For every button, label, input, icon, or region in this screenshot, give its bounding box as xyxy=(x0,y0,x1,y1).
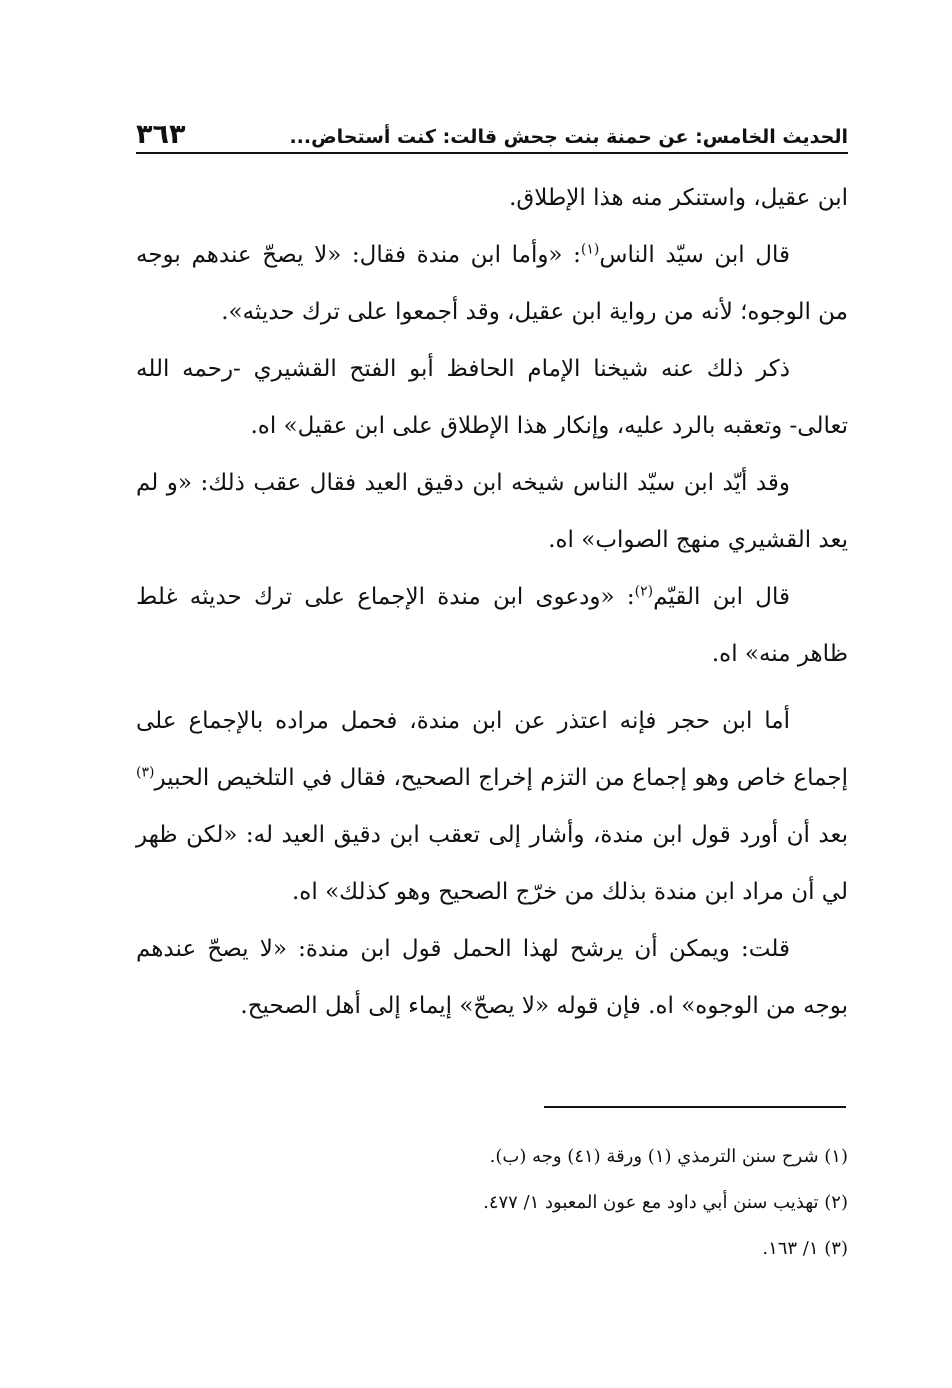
footnote-separator xyxy=(544,1106,846,1108)
paragraph-text-start: قال ابن سيّد الناس xyxy=(599,242,790,268)
paragraph-text: ابن عقيل، واستنكر منه هذا الإطلاق. xyxy=(509,185,848,211)
footnotes xyxy=(136,1134,848,1272)
paragraph-text-start: قال ابن القيّم xyxy=(653,584,790,610)
paragraph-text: ذكر ذلك عنه شيخنا الإمام الحافظ أبو الفتح القشيري -رحمه الله تعالى- وتعقبه بالرد عليه، وإنكار هذا الإطلاق على ابن عقيل» اه. xyxy=(136,356,848,439)
paragraph-ibn-qayyim xyxy=(136,569,848,683)
paragraph-text-end: بعد أن أورد قول ابن مندة، وأشار إلى تعقب ابن دقيق العيد له: «لكن ظهر لي أن مراد ابن مندة بذلك من خرّج الصحيح وهو كذلك» اه. xyxy=(136,822,848,905)
paragraph-text: قلت: ويمكن أن يرشح لهذا الحمل قول ابن مندة: «لا يصحّ عندهم بوجه من الوجوه» اه. فإن قوله «لا يصحّ» إيماء إلى أهل الصحيح. xyxy=(136,936,848,1019)
paragraph-ibn-sayyid-quote xyxy=(136,227,848,341)
paragraph-ibn-daqiq xyxy=(136,455,848,569)
running-title: الحديث الخامس: عن حمنة بنت جحش قالت: كنت أستحاض... xyxy=(289,126,848,148)
paragraph-text: وقد أيّد ابن سيّد الناس شيخه ابن دقيق العيد فقال عقب ذلك: «و لم يعد القشيري منهج الصواب» اه. xyxy=(136,470,848,553)
paragraph-text-end: : «وأما ابن مندة فقال: «لا يصحّ عندهم بوجه من الوجوه؛ لأنه من رواية ابن عقيل، وقد أجمعوا على ترك حديثه». xyxy=(136,242,848,325)
footnote-3: (٣) ١/ ١٦٣. xyxy=(762,1238,848,1259)
paragraph-qushayri xyxy=(136,341,848,455)
paragraph-ibn-hajar xyxy=(136,693,848,921)
paragraph-author-comment xyxy=(136,921,848,1035)
running-header xyxy=(136,112,848,154)
footnote-ref-1: (١) xyxy=(580,241,600,258)
paragraph-text-start: أما ابن حجر فإنه اعتذر عن ابن مندة، فحمل مراده بالإجماع على إجماع خاص وهو إجماع من التزم إخراج الصحيح، فقال في التلخيص الحبير xyxy=(136,708,848,791)
footnote-2: (٢) تهذيب سنن أبي داود مع عون المعبود ١/ ٤٧٧. xyxy=(483,1192,848,1213)
footnote-ref-3: (٣) xyxy=(136,764,155,781)
paragraph-continuation xyxy=(136,170,848,227)
page-number: ٣٦٣ xyxy=(136,119,186,150)
paragraph-text-end: : «ودعوى ابن مندة الإجماع على ترك حديثه غلط ظاهر منه» اه. xyxy=(136,584,848,667)
footnote-ref-2: (٢) xyxy=(634,583,654,600)
footnote-1: (١) شرح سنن الترمذي (١) ورقة (٤١) وجه (ب). xyxy=(489,1146,848,1167)
body-text xyxy=(136,170,848,1035)
